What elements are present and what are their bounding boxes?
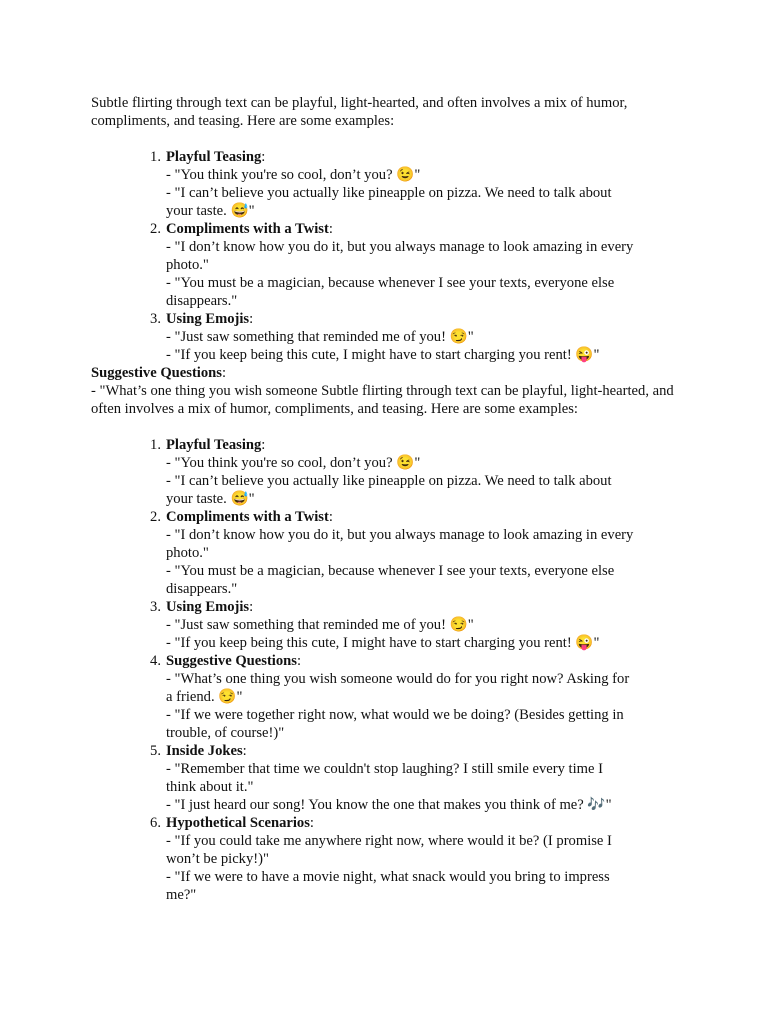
examples-list-1 [91, 148, 681, 364]
list-item-number: 3. [150, 311, 161, 327]
example-line: - "You think you're so cool, don’t you? 😉" [166, 167, 421, 183]
list-item-heading: Compliments with a Twist: [166, 509, 333, 525]
document-body [91, 94, 681, 904]
list-item [91, 220, 636, 310]
list-item-number: 5. [150, 743, 161, 759]
example-line: - "If you keep being this cute, I might have to start charging you rent! 😜" [166, 635, 600, 651]
examples-list-2 [91, 436, 681, 904]
example-line: - "I just heard our song! You know the one that makes you think of me? 🎶" [166, 797, 612, 813]
list-item-title: Playful Teasing [166, 437, 262, 453]
list-item [91, 310, 636, 364]
list-item-number: 6. [150, 815, 161, 831]
list-item [91, 508, 636, 598]
list-item-number: 1. [150, 149, 161, 165]
example-line: - "Just saw something that reminded me of you! 😏" [166, 617, 474, 633]
list-item [91, 436, 636, 508]
list-item-number: 2. [150, 221, 161, 237]
list-item-title: Using Emojis [166, 311, 250, 327]
list-item [91, 652, 636, 742]
list-item-heading: Inside Jokes: [166, 743, 247, 759]
list-item-title: Hypothetical Scenarios [166, 815, 310, 831]
list-item [91, 742, 636, 814]
example-line: - "I can’t believe you actually like pineapple on pizza. We need to talk about your taste. 😅" [166, 473, 612, 507]
list-item [91, 598, 636, 652]
list-item-number: 4. [150, 653, 161, 669]
example-line: - "You must be a magician, because whenever I see your texts, everyone else disappears." [166, 275, 615, 309]
list-item-title: Suggestive Questions [166, 653, 297, 669]
list-item-title: Using Emojis [166, 599, 250, 615]
example-line: - "You must be a magician, because whenever I see your texts, everyone else disappears." [166, 563, 615, 597]
example-line: - "Just saw something that reminded me of you! 😏" [166, 329, 474, 345]
list-item-heading: Compliments with a Twist: [166, 221, 333, 237]
suggestive-heading-paragraph: Suggestive Questions: [91, 365, 227, 381]
list-item-number: 2. [150, 509, 161, 525]
example-line: - "If you could take me anywhere right now, where would it be? (I promise I won’t be picky!)" [166, 833, 612, 867]
example-line: - "I don’t know how you do it, but you always manage to look amazing in every photo." [166, 239, 634, 273]
list-item-title: Compliments with a Twist [166, 509, 329, 525]
example-line: - "I don’t know how you do it, but you always manage to look amazing in every photo." [166, 527, 634, 561]
example-line: - "What’s one thing you wish someone would do for you right now? Asking for a friend. 😏" [166, 671, 630, 705]
list-item-title: Inside Jokes [166, 743, 243, 759]
suggestive-heading: Suggestive Questions [91, 365, 222, 381]
example-line: - "Remember that time we couldn't stop laughing? I still smile every time I think about it." [166, 761, 603, 795]
list-item-title: Compliments with a Twist [166, 221, 329, 237]
list-item-number: 1. [150, 437, 161, 453]
list-item-heading: Playful Teasing: [166, 149, 266, 165]
middle-paragraph: - "What’s one thing you wish someone Subtle flirting through text can be playful, light-hearted, and often involves a mix of humor, compliments, and teasing. Here are some examples: [91, 383, 674, 417]
list-item [91, 148, 636, 220]
list-item-heading: Using Emojis: [166, 311, 254, 327]
list-item [91, 814, 636, 904]
intro-paragraph: Subtle flirting through text can be playful, light-hearted, and often involves a mix of humor, compliments, and teasing. Here are some examples: [91, 95, 628, 129]
example-line: - "I can’t believe you actually like pineapple on pizza. We need to talk about your taste. 😅" [166, 185, 612, 219]
list-item-title: Playful Teasing [166, 149, 262, 165]
example-line: - "If you keep being this cute, I might have to start charging you rent! 😜" [166, 347, 600, 363]
list-item-heading: Playful Teasing: [166, 437, 266, 453]
list-item-heading: Hypothetical Scenarios: [166, 815, 314, 831]
example-line: - "If we were to have a movie night, what snack would you bring to impress me?" [166, 869, 610, 903]
list-item-number: 3. [150, 599, 161, 615]
example-line: - "You think you're so cool, don’t you? 😉" [166, 455, 421, 471]
list-item-heading: Suggestive Questions: [166, 653, 302, 669]
example-line: - "If we were together right now, what would we be doing? (Besides getting in trouble, of course!)" [166, 707, 624, 741]
list-item-heading: Using Emojis: [166, 599, 254, 615]
